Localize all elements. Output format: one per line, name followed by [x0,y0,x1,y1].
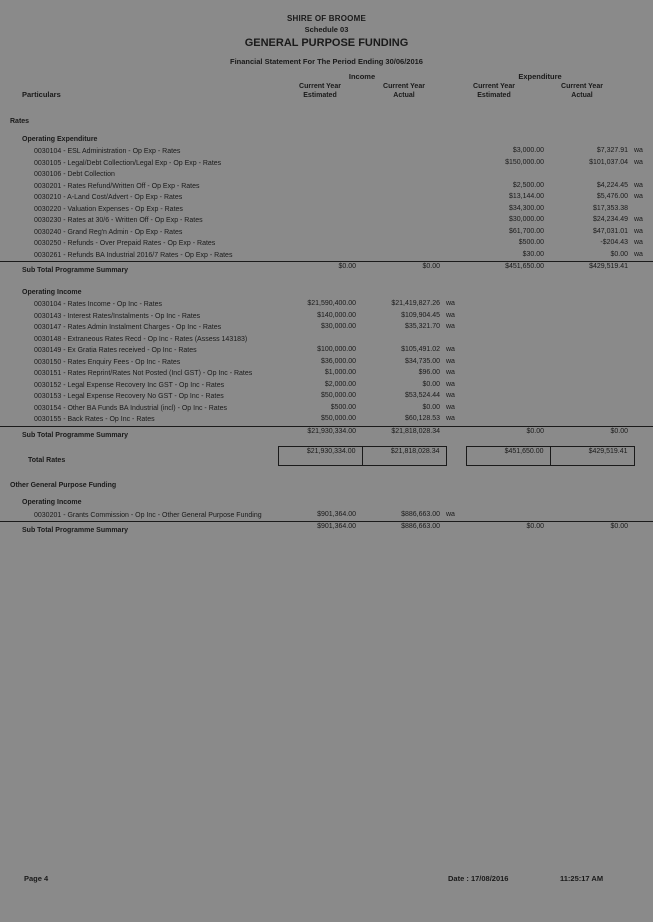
account-description: 0030201 - Rates Refund/Written Off - Op Exp - Rates [34,182,200,190]
group-header-income: Income [348,72,376,81]
income-actual: $34,735.00 [404,357,440,365]
expenditure-actual [550,391,634,403]
income-actual: $60,128.53 [404,415,440,422]
income-flag [446,334,466,346]
expenditure-flag [634,311,653,323]
expenditure-actual [550,299,634,311]
account-description: 0030147 - Rates Admin Instalment Charges - Op Inc - Rates [34,324,222,331]
income-estimated: $500.00 [330,403,356,411]
expenditure-actual: $0.00 [610,250,628,258]
expenditure-estimated [466,311,550,323]
expenditure-flag [634,510,653,522]
subtotal-row [0,522,653,536]
expenditure-estimated [466,414,550,426]
income-estimated [278,181,362,193]
print-time: 11:25:17 AM [560,874,604,883]
table-row [0,158,653,170]
account-description: 0030143 - Interest Rates/Instalments - Op Inc - Rates [34,312,201,320]
income-actual: $0.00 [422,380,440,388]
expenditure-estimated [466,510,550,522]
expenditure-estimated [466,334,550,346]
table-row [0,238,653,250]
income-actual: $35,321.70 [404,323,440,330]
account-description: 0030150 - Rates Enquiry Fees - Op Inc - Rates [34,358,181,366]
expenditure-estimated: $30.00 [522,250,544,258]
income-estimated [278,146,362,158]
financial-statement-table [0,108,653,542]
income-flag [446,204,466,216]
expenditure-actual: $17,353.38 [592,204,628,212]
account-description: Sub Total Programme Summary [0,262,278,276]
expenditure-actual: $429,519.41 [550,262,634,276]
income-actual: $0.00 [362,262,446,276]
expenditure-actual: $7,327.91 [596,147,628,154]
expenditure-flag [634,299,653,311]
expenditure-flag [634,345,653,357]
expenditure-flag: wa [634,227,643,235]
income-estimated: $100,000.00 [317,346,356,353]
expenditure-actual [550,357,634,369]
income-estimated [278,204,362,216]
table-row [0,299,653,311]
row-spacer [0,536,653,542]
expenditure-actual [550,334,634,346]
table-row [0,204,653,216]
expenditure-estimated: $150,000.00 [505,158,544,166]
income-flag: wa [446,403,455,411]
expenditure-estimated: $500.00 [518,239,544,246]
col-income-estimated: Current Year Estimated [299,83,341,99]
income-flag [446,522,466,536]
income-actual: $0.00 [422,403,440,411]
account-description: 0030240 - Grand Reg'n Admin - Op Exp - Rates [34,228,183,236]
income-estimated: $140,000.00 [317,311,356,319]
table-row [0,368,653,380]
expenditure-actual: $47,031.01 [592,227,628,235]
income-estimated [278,250,362,262]
subtotal-row [0,262,653,276]
table-row [0,146,653,158]
expenditure-actual: $5,476.00 [596,193,628,200]
expenditure-flag: wa [634,216,643,223]
expenditure-estimated [466,169,550,181]
income-actual: $96.00 [418,369,440,376]
income-flag [446,181,466,193]
table-row [0,345,653,357]
account-description: 0030250 - Refunds - Over Prepaid Rates - Op Exp - Rates [34,240,216,247]
expenditure-flag: wa [634,250,643,258]
expenditure-flag [634,426,653,440]
expenditure-estimated [466,391,550,403]
expenditure-estimated [466,380,550,392]
expenditure-actual: $0.00 [550,426,634,440]
income-actual: $21,818,028.34 [362,447,446,466]
income-estimated: $901,364.00 [278,522,362,536]
income-actual [362,227,446,239]
account-description: 0030261 - Refunds BA Industrial 2016/7 Rates - Op Exp - Rates [34,251,233,259]
column-headers [0,72,653,106]
expenditure-actual [550,322,634,334]
expenditure-estimated: $0.00 [466,426,550,440]
entity-name: SHIRE OF BROOME [286,14,366,23]
income-estimated: $36,000.00 [320,357,356,365]
account-description: 0030210 - A-Land Cost/Advert - Op Exp - Rates [34,194,183,201]
table-row [0,403,653,415]
expenditure-flag [634,368,653,380]
income-estimated: $21,930,334.00 [278,447,362,466]
account-description: 0030230 - Rates at 30/6 - Written Off - Op Exp - Rates [34,217,203,224]
income-estimated: $21,590,400.00 [307,300,356,307]
income-actual: $21,419,827.26 [391,300,440,307]
expenditure-flag [634,447,653,466]
expenditure-flag [634,169,653,181]
income-estimated [278,334,362,346]
account-description: 0030106 - Debt Collection [34,171,115,178]
income-actual [362,192,446,204]
heading-label: Operating Income [22,499,82,506]
expenditure-flag: wa [634,158,643,166]
expenditure-estimated: $3,000.00 [512,147,544,154]
account-description: 0030104 - ESL Administration - Op Exp - Rates [34,148,181,155]
expenditure-actual [550,169,634,181]
page-number: Page 4 [24,874,49,883]
expenditure-actual: -$204.43 [600,239,628,246]
account-description: 0030201 - Grants Commission - Op Inc - Other General Purpose Funding [34,511,262,519]
expenditure-actual [550,403,634,415]
income-estimated [278,215,362,227]
income-estimated: $30,000.00 [320,323,356,330]
income-estimated: $21,930,334.00 [278,426,362,440]
expenditure-estimated: $30,000.00 [508,216,544,223]
heading-label: Operating Expenditure [22,135,98,143]
income-flag [446,250,466,262]
income-flag: wa [446,510,455,518]
expenditure-estimated [466,357,550,369]
section-heading [0,472,653,493]
income-flag: wa [446,300,455,307]
expenditure-flag [634,403,653,415]
income-flag [446,158,466,170]
income-estimated [278,169,362,181]
income-estimated [278,227,362,239]
expenditure-estimated: $2,500.00 [512,181,544,189]
expenditure-estimated: $451,650.00 [466,447,550,466]
income-actual: $105,491.02 [401,346,440,353]
table-row [0,414,653,426]
income-actual [362,181,446,193]
income-estimated: $50,000.00 [320,415,356,422]
expenditure-actual [550,510,634,522]
account-description: 0030104 - Rates Income - Op Inc - Rates [34,301,163,308]
account-description: 0030105 - Legal/Debt Collection/Legal Exp - Op Exp - Rates [34,159,222,167]
table-row [0,250,653,262]
income-actual [362,204,446,216]
expenditure-flag: wa [634,147,643,154]
income-flag [446,426,466,440]
col-income-actual: Current Year Actual [383,83,425,99]
schedule-number: Schedule 03 [304,25,349,34]
expenditure-actual [550,345,634,357]
total-row [0,447,653,466]
income-estimated [278,238,362,250]
income-actual [362,334,446,346]
col-expenditure-estimated: Current Year Estimated [473,83,515,99]
income-flag [446,447,466,466]
expenditure-flag [634,357,653,369]
expenditure-actual [550,368,634,380]
heading-label: Rates [10,118,30,125]
account-description: 0030151 - Rates Reprint/Rates Not Posted (Incl GST) - Op Inc - Rates [34,370,253,377]
table-row [0,227,653,239]
income-flag: wa [446,380,455,388]
income-flag [446,192,466,204]
expenditure-estimated [466,403,550,415]
income-actual [362,215,446,227]
income-flag: wa [446,323,455,330]
income-actual: $109,904.45 [401,311,440,319]
income-estimated: $2,000.00 [324,380,356,388]
income-flag: wa [446,311,455,319]
expenditure-estimated: $451,650.00 [466,262,550,276]
expenditure-actual [550,380,634,392]
subsection-heading [0,282,653,300]
expenditure-estimated: $0.00 [466,522,550,536]
table-row [0,169,653,181]
expenditure-estimated [466,345,550,357]
expenditure-flag [634,322,653,334]
income-actual [362,158,446,170]
income-estimated: $0.00 [278,262,362,276]
income-flag [446,146,466,158]
expenditure-estimated: $61,700.00 [508,227,544,235]
table-row [0,357,653,369]
expenditure-flag [634,522,653,536]
heading-label: Operating Income [22,288,82,296]
expenditure-estimated: $34,300.00 [508,204,544,212]
col-particulars: Particulars [22,90,61,99]
table-row [0,322,653,334]
subsection-heading [0,492,653,510]
table-row [0,181,653,193]
expenditure-flag [634,262,653,276]
income-flag [446,227,466,239]
income-actual [362,146,446,158]
account-description: Total Rates [28,456,66,464]
expenditure-actual: $429,519.41 [550,447,634,466]
income-estimated: $1,000.00 [324,369,356,376]
income-flag: wa [446,357,455,365]
income-actual [362,238,446,250]
expenditure-flag [634,391,653,403]
group-header-expenditure: Expenditure [518,72,562,81]
expenditure-estimated [466,368,550,380]
statement-period: Financial Statement For The Period Ending 30/06/2016 [230,57,423,66]
income-flag: wa [446,415,455,422]
table-row [0,311,653,323]
subsection-heading [0,129,653,147]
account-description: 0030155 - Back Rates - Op Inc - Rates [34,416,155,423]
table-row [0,510,653,522]
income-flag: wa [446,369,455,376]
income-actual: $21,818,028.34 [362,426,446,440]
expenditure-estimated [466,322,550,334]
page-title: GENERAL PURPOSE FUNDING [244,37,409,49]
income-flag [446,215,466,227]
expenditure-actual: $0.00 [550,522,634,536]
expenditure-estimated: $13,144.00 [508,193,544,200]
account-description: 0030153 - Legal Expense Recovery No GST - Op Inc - Rates [34,393,224,400]
account-description: Sub Total Programme Summary [0,522,278,536]
heading-label: Other General Purpose Funding [10,481,117,489]
account-description: 0030148 - Extraneous Rates Recd - Op Inc - Rates (Assess 143183) [34,335,248,343]
expenditure-estimated [466,299,550,311]
print-date: Date : 17/08/2016 [448,874,509,883]
expenditure-flag [634,380,653,392]
spacer-cell [0,536,653,542]
expenditure-actual [550,414,634,426]
expenditure-flag [634,204,653,216]
income-flag [446,169,466,181]
expenditure-actual: $24,234.49 [592,216,628,223]
table-row [0,334,653,346]
income-actual: $53,524.44 [404,392,440,399]
income-actual [362,250,446,262]
table-row [0,192,653,204]
account-description: Sub Total Programme Summary [0,426,278,440]
expenditure-actual: $101,037.04 [589,158,628,166]
income-actual: $886,663.00 [362,522,446,536]
expenditure-actual [550,311,634,323]
account-description: 0030152 - Legal Expense Recovery Inc GST - Op Inc - Rates [34,381,225,389]
income-flag [446,238,466,250]
table-row [0,215,653,227]
income-estimated: $50,000.00 [320,392,356,399]
income-actual: $886,663.00 [401,510,440,518]
account-description: 0030220 - Valuation Expenses - Op Exp - Rates [34,205,183,213]
expenditure-flag [634,334,653,346]
income-flag: wa [446,346,455,353]
table-row [0,380,653,392]
expenditure-flag: wa [634,181,643,189]
section-heading [0,108,653,129]
subtotal-row [0,426,653,440]
table-row [0,391,653,403]
expenditure-flag: wa [634,239,643,246]
income-flag: wa [446,392,455,399]
account-description: 0030154 - Other BA Funds BA Industrial (incl) - Op Inc - Rates [34,404,227,412]
account-description: 0030149 - Ex Gratia Rates received - Op Inc - Rates [34,347,197,354]
income-estimated [278,192,362,204]
expenditure-actual: $4,224.45 [596,181,628,189]
income-estimated [278,158,362,170]
income-actual [362,169,446,181]
income-estimated: $901,364.00 [317,510,356,518]
expenditure-flag [634,414,653,426]
col-expenditure-actual: Current Year Actual [561,83,603,99]
expenditure-flag: wa [634,193,643,200]
income-flag [446,262,466,276]
